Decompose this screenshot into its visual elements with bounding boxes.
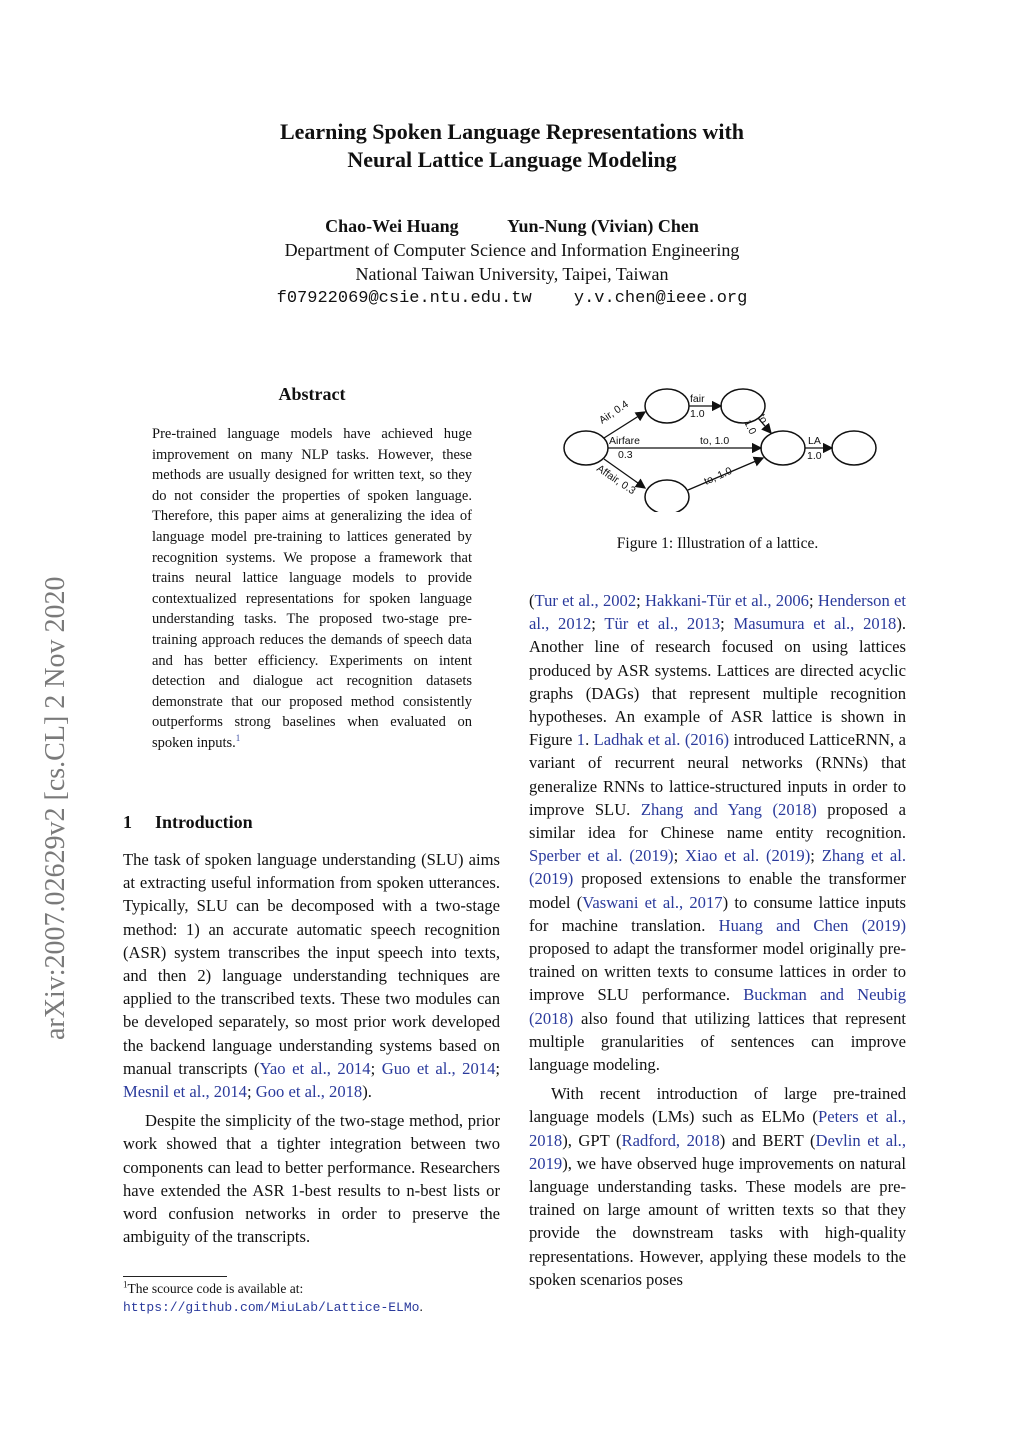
intro-text: proposed a similar idea for Chinese name entity recognition.: [529, 799, 907, 843]
emails: [0, 288, 1024, 310]
label-to-top-prob: 1.0: [741, 418, 759, 437]
citation[interactable]: Guo et al., 2014: [381, 1058, 496, 1078]
label-to-bottom: to, 1.0: [702, 464, 734, 488]
label-to-top: to: [755, 412, 770, 426]
citation[interactable]: Vaswani et al., 2017: [582, 892, 723, 912]
figure-caption: Figure 1: Illustration of a lattice.: [616, 535, 819, 552]
lattice-figure: [558, 382, 898, 512]
intro-text: The task of spoken language understanding (SLU) aims at extracting useful information from spoken utterances. Typically, SLU can be decomposed with a two-stage method: 1) an accurate automatic speech recognition (ASR) system transcribes the input speech into texts, and then 2) language understanding techniques are applied to the transcribed texts. These two modules can be developed separately, so most prior work developed the backend language understanding systems based on manual transcripts (: [123, 850, 500, 1078]
citation[interactable]: Mesnil et al., 2014: [123, 1082, 247, 1102]
footnote-rule: [123, 1276, 227, 1277]
email-1[interactable]: f07922069@csie.ntu.edu.tw: [276, 289, 532, 308]
lattice-node-to: [761, 431, 805, 465]
citation[interactable]: Ladhak et al. (2016): [593, 730, 730, 750]
abstract-body: [152, 424, 472, 754]
intro-text: ), we have observed huge improvements on natural language understanding tasks. These models are pre-trained on large amount of written texts so that they provide the downstream tasks with high-quality representations. However, applying these models to the spoken scenarios poses: [529, 1153, 906, 1289]
email-2[interactable]: y.v.chen@ieee.org: [573, 289, 748, 308]
abstract-heading: Abstract: [278, 384, 346, 404]
citation[interactable]: Yao et al., 2014: [259, 1058, 371, 1078]
citation[interactable]: Masumura et al., 2018: [733, 614, 897, 634]
arxiv-stamp[interactable]: arXiv:2007.02629v2 [cs.CL] 2 Nov 2020: [40, 576, 71, 1040]
citation[interactable]: Hakkani-Tür et al., 2006: [645, 591, 809, 610]
intro-text: proposed extensions to enable the transformer model (: [529, 869, 906, 912]
intro-text: ) and BERT (: [719, 1130, 816, 1150]
footnote-text: The scource code is available at:: [127, 1281, 304, 1296]
footnote-end: .: [419, 1299, 423, 1314]
authors: [0, 214, 1024, 238]
citation[interactable]: Zhang et al. (2019): [529, 846, 906, 889]
citation[interactable]: Zhang and Yang (2018): [640, 799, 817, 819]
label-air: Air, 0.4: [596, 398, 631, 427]
intro-text: ).: [362, 1082, 372, 1102]
intro-right-column: [529, 589, 906, 1297]
label-la-prob: 1.0: [807, 450, 822, 462]
label-fair: fair: [690, 393, 705, 405]
section-heading: [123, 812, 253, 833]
author-2: Yun-Nung (Vivian) Chen: [507, 216, 699, 236]
citation[interactable]: Huang and Chen (2019): [718, 915, 906, 935]
citation[interactable]: Sperber et al. (2019): [529, 846, 674, 866]
footnote-mark: 1: [123, 1279, 128, 1290]
intro-text: ). Another line of research focused on using lattices produced by ASR systems. Lattices are directed acyclic graphs (DAGs) that represent multiple recognition hypotheses. An example of ASR lattice is shown in Figure: [529, 614, 906, 750]
intro-left-column: [123, 848, 500, 1254]
intro-right-paragraph-1: (Tur et al., 2002; Hakkani-Tür et al., 2006; Henderson et al., 2012; Tür et al., 2013; Masumura et al., 2018). Another line of research focused on using lattices produced by ASR systems. Lattices are directed acyclic graphs (DAGs) that represent multiple recognition hypotheses. An example of ASR lattice is shown in Figure 1. Ladhak et al. (2016) introduced LatticeRNN, a variant of recurrent neural networks (RNNs) that generalize RNNs to lattice-structured inputs in order to improve SLU. Zhang and Yang (2018) proposed a similar idea for Chinese name entity recognition. Sperber et al. (2019); Xiao et al. (2019); Zhang et al. (2019) proposed extensions to enable the transformer model (Vaswani et al., 2017) to consume lattice inputs for machine translation. Huang and Chen (2019) proposed to adapt the transformer model originally pre-trained on written texts to consume lattices in order to improve SLU performance. Buckman and Neubig (2018) also found that utilizing lattices that represent multiple granularities of sentences can improve language modeling.: [529, 591, 907, 1075]
intro-text: ) to consume lattice inputs for machine translation.: [529, 892, 907, 935]
citation[interactable]: Peters et al., 2018: [529, 1107, 906, 1150]
citation[interactable]: Tur et al., 2002: [534, 591, 637, 610]
label-airfare: Airfare: [609, 435, 640, 447]
paper-title: [0, 118, 1024, 174]
lattice-node-start: [564, 431, 608, 465]
citation[interactable]: Devlin et al., 2019: [529, 1130, 906, 1173]
title-line-1: Learning Spoken Language Representations with: [279, 119, 745, 144]
label-airfare-prob: 0.3: [618, 449, 633, 461]
affiliation-line-1: Department of Computer Science and Information Engineering: [284, 240, 740, 260]
intro-text: ), GPT (: [562, 1130, 622, 1150]
intro-paragraph-2: Despite the simplicity of the two-stage method, prior work showed that a tighter integration between two components can lead to better performance. Researchers have extended the ASR 1-best results to n-best lists or word confusion networks in order to preserve the ambiguity of the transcripts.: [123, 1111, 500, 1247]
intro-text: introduced LatticeRNN, a variant of recurrent neural networks (RNNs) that generalize RNNs to lattice-structured inputs in order to improve SLU.: [529, 730, 906, 819]
abstract-footnote-mark[interactable]: 1: [235, 733, 241, 744]
intro-text: proposed to adapt the transformer model originally pre-trained on written texts to consume lattices in order to improve SLU performance.: [529, 939, 906, 1005]
intro-text: With recent introduction of large pre-trained language models (LMs) such as ELMo (: [529, 1084, 906, 1127]
intro-text: .: [585, 730, 594, 750]
lattice-node-air: [645, 389, 689, 423]
figure-ref[interactable]: 1: [576, 730, 586, 750]
section-number: 1: [123, 812, 132, 832]
author-1: Chao-Wei Huang: [325, 216, 459, 236]
footnote: [123, 1280, 508, 1317]
label-to-mid: to, 1.0: [700, 435, 730, 447]
citation[interactable]: Radford, 2018: [621, 1130, 720, 1150]
intro-paragraph-1: The task of spoken language understanding (SLU) aims at extracting useful information from spoken utterances. Typically, SLU can be decomposed with a two-stage method: 1) an accurate automatic speech recognition (ASR) system transcribes the input speech into texts, and then 2) language understanding techniques are applied to the transcribed texts. These two modules can be developed separately, so most prior work developed the backend language understanding systems based on manual transcripts (Yao et al., 2014; Guo et al., 2014; Mesnil et al., 2014; Goo et al., 2018).: [123, 850, 500, 1102]
label-fair-prob: 1.0: [690, 408, 705, 420]
label-la: LA: [808, 435, 821, 447]
citation[interactable]: Henderson et al., 2012: [529, 591, 907, 634]
section-title: Introduction: [155, 812, 253, 832]
affiliation: [0, 238, 1024, 286]
intro-text: also found that utilizing lattices that represent multiple granularities of sentences can improve language modeling.: [529, 1008, 906, 1075]
label-affair: Affair, 0.3: [594, 462, 638, 498]
abstract-text: Pre-trained language models have achieved huge improvement on many NLP tasks. However, these methods are usually designed for written text, so they do not consider the properties of spoken language. Therefore, this paper aims at generalizing the idea of language model pre-training to lattices generated by recognition systems. We propose a framework that trains neural lattice language models to provide contextualized representations for spoken language understanding tasks. The proposed two-stage pre-training approach reduces the demands of speech data and has better efficiency. Experiments on intent detection and dialogue act recognition datasets demonstrate that our proposed method consistently outperforms strong baselines when evaluated on spoken inputs.: [152, 426, 472, 751]
lattice-node-end: [832, 431, 876, 465]
citation[interactable]: Tür et al., 2013: [604, 614, 721, 634]
title-line-2: Neural Lattice Language Modeling: [347, 147, 677, 172]
citation[interactable]: Goo et al., 2018: [255, 1082, 363, 1102]
footnote-url[interactable]: https://github.com/MiuLab/Lattice-ELMo: [123, 1300, 420, 1315]
citation[interactable]: Xiao et al. (2019): [685, 846, 811, 866]
affiliation-line-2: National Taiwan University, Taipei, Taiwan: [355, 264, 669, 284]
intro-right-paragraph-2: [529, 1082, 906, 1291]
lattice-node-affair: [645, 480, 689, 512]
citation[interactable]: Buckman and Neubig (2018): [529, 985, 907, 1028]
